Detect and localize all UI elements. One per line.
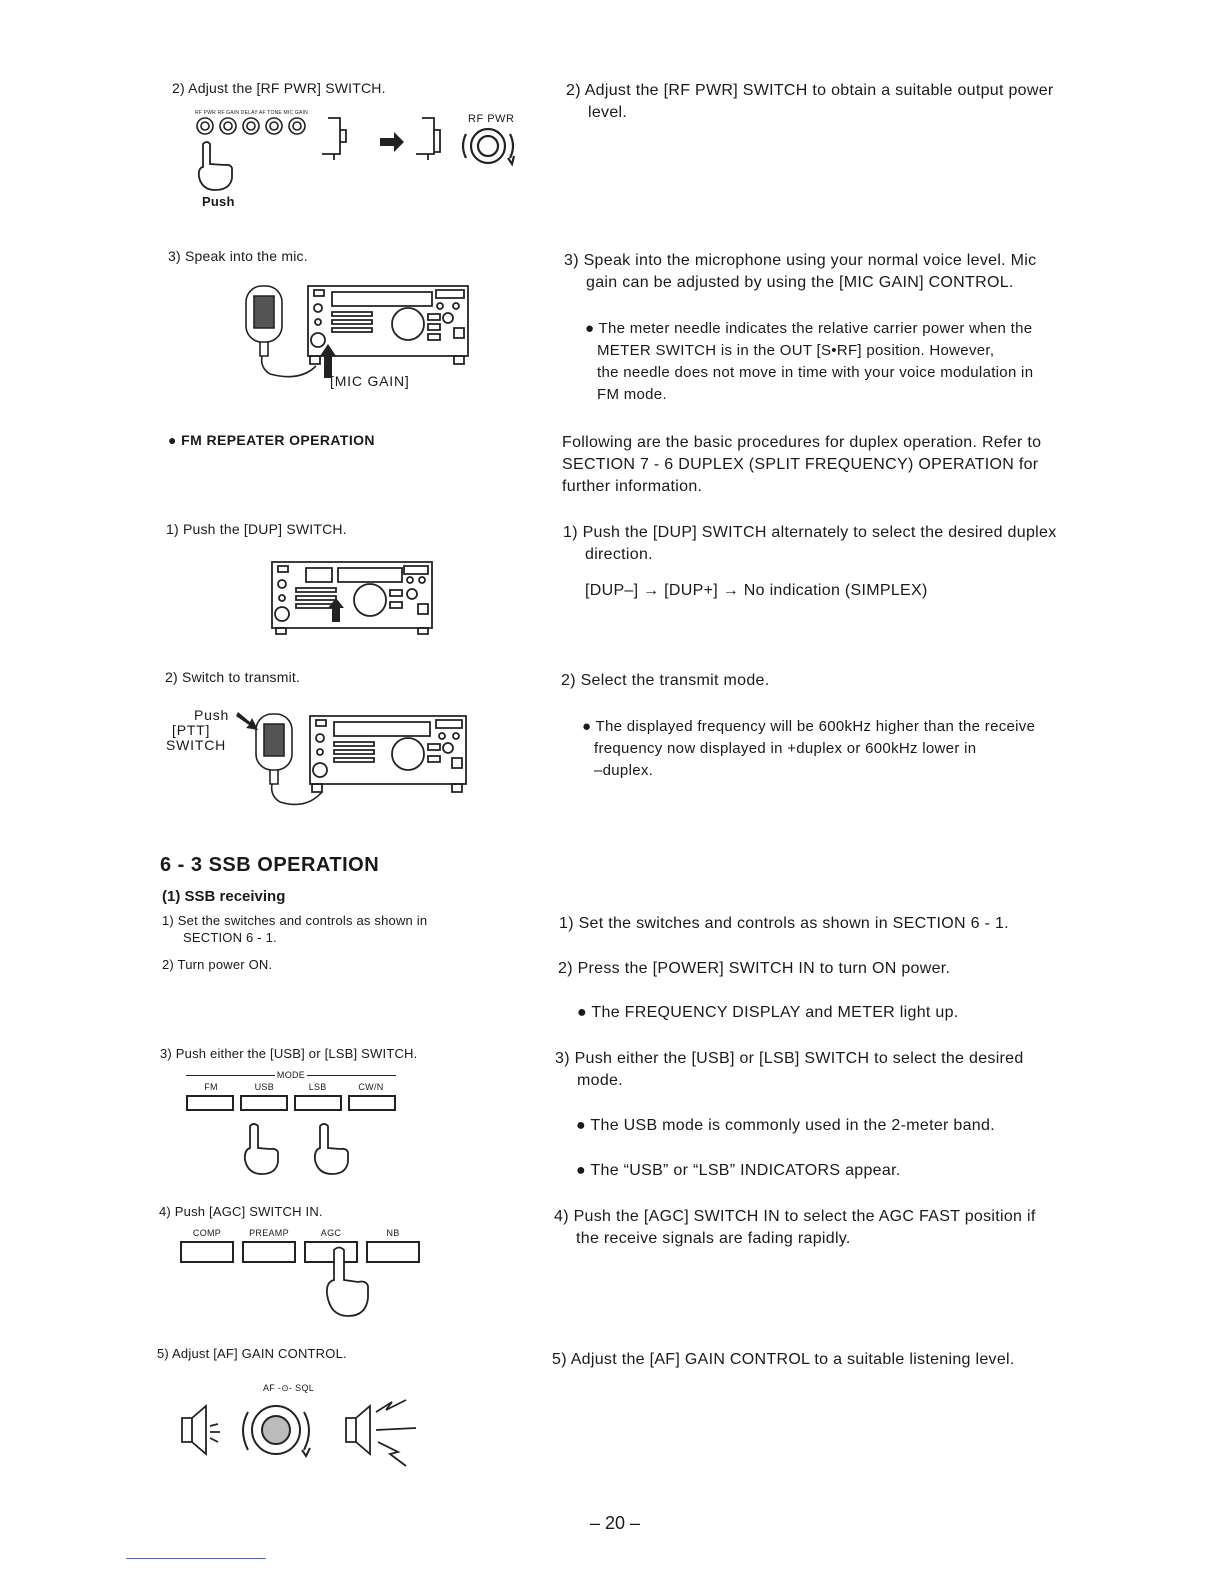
right-dup-line2: direction.: [585, 546, 653, 563]
right-ssb3-line1: 3) Push either the [USB] or [LSB] SWITCH to select the desired: [555, 1050, 1024, 1067]
mode-title: MODE: [276, 1070, 306, 1080]
step-mic: 3) Speak into the mic.: [168, 248, 308, 264]
tx-note-line2: frequency now displayed in +duplex or 600kHz lower in: [594, 740, 977, 757]
right-rf-pwr-block: [566, 80, 1096, 124]
fm-repeater-heading: ● FM REPEATER OPERATION: [168, 432, 375, 448]
agc-label-preamp: PREAMP: [249, 1228, 289, 1238]
right-ssb3-block: [555, 1048, 1085, 1092]
right-ssb2: 2) Press the [POWER] SWITCH IN to turn ON power.: [558, 960, 951, 977]
right-mic-line2: gain can be adjusted by using the [MIC GAIN] CONTROL.: [586, 274, 1014, 291]
panel-knobs: [197, 118, 305, 134]
ssb-step5: 5) Adjust [AF] GAIN CONTROL.: [157, 1346, 347, 1361]
right-ssb2-note: ● The FREQUENCY DISPLAY and METER light up.: [577, 1004, 959, 1021]
step-rf-pwr: 2) Adjust the [RF PWR] SWITCH.: [172, 80, 386, 96]
agc-label-nb: NB: [386, 1228, 400, 1238]
microphone-icon: [246, 286, 316, 377]
right-ssb5: 5) Adjust the [AF] GAIN CONTROL to a suitable listening level.: [552, 1351, 1015, 1368]
mode-group: [186, 1070, 396, 1111]
ssb-step3: 3) Push either the [USB] or [LSB] SWITCH.: [160, 1046, 418, 1061]
push-label: Push: [202, 194, 235, 209]
right-ssb3-note1: ● The USB mode is commonly used in the 2-meter band.: [576, 1117, 995, 1134]
meter-note-line1: ● The meter needle indicates the relative carrier power when the: [585, 320, 1033, 337]
duplex-intro-line1: Following are the basic procedures for duplex operation. Refer to: [562, 434, 1042, 451]
right-rf-line2: level.: [588, 104, 628, 121]
mode-label-cwn: CW/N: [358, 1082, 384, 1092]
right-dup-block: [563, 522, 1093, 566]
hand-icon: [315, 1124, 348, 1174]
mode-label-fm: FM: [204, 1082, 218, 1092]
right-mic-block: [564, 250, 1094, 294]
hand-agc-illustration: [320, 1246, 380, 1326]
tx-note-line3: –duplex.: [594, 762, 654, 779]
ssb-step1-line1: 1) Set the switches and controls as shown in: [162, 913, 428, 928]
right-ssb1: 1) Set the switches and controls as shown in SECTION 6 - 1.: [559, 915, 1009, 932]
ptt-label: [PTT]: [172, 722, 211, 738]
tx-note: [582, 716, 1092, 782]
arrow-right-icon: [380, 132, 404, 152]
meter-note-line4: FM mode.: [597, 386, 667, 403]
step-transmit: 2) Switch to transmit.: [165, 669, 301, 685]
arrow-down-right-icon: [236, 712, 258, 730]
sub-title: (1) SSB receiving: [162, 888, 286, 905]
mode-label-usb: USB: [254, 1082, 275, 1092]
meter-note-line2: METER SWITCH is in the OUT [S•RF] position. However,: [597, 342, 995, 359]
tx-note-line1: ● The displayed frequency will be 600kHz higher than the receive: [582, 718, 1036, 735]
duplex-intro-line3: further information.: [562, 478, 703, 495]
section-title: 6 - 3 SSB OPERATION: [160, 854, 380, 876]
hand-icon: [327, 1248, 368, 1317]
radio-body-dup: [272, 562, 432, 634]
duplex-sequence: [DUP–] → [DUP+] → No indication (SIMPLEX): [585, 582, 928, 599]
rf-panel-labels: RF PWR RF GAIN DELAY AF TONE MIC GAIN: [195, 110, 308, 116]
right-rf-line1: 2) Adjust the [RF PWR] SWITCH to obtain a suitable output power: [566, 82, 1054, 99]
footer-rule: [126, 1558, 266, 1559]
radio-ptt-illustration: [236, 706, 476, 816]
ptt-switch-label: SWITCH: [166, 737, 227, 753]
speaker-low-icon: [182, 1406, 220, 1454]
duplex-intro: [562, 432, 1092, 498]
mode-button-usb[interactable]: [240, 1095, 288, 1111]
rf-pwr-knob-icon: [463, 129, 514, 164]
mode-button-fm[interactable]: [186, 1095, 234, 1111]
meter-note-line3: the needle does not move in time with your voice modulation in: [597, 364, 1034, 381]
switch-icon: [322, 118, 346, 160]
meter-note: [585, 318, 1090, 406]
right-dup-line1: 1) Push the [DUP] SWITCH alternately to select the desired duplex: [563, 524, 1057, 541]
mode-label-lsb: LSB: [308, 1082, 327, 1092]
right-ssb4-line2: the receive signals are fading rapidly.: [576, 1230, 851, 1247]
af-gain-illustration: [176, 1394, 436, 1474]
page-number: – 20 –: [590, 1513, 641, 1533]
duplex-intro-line2: SECTION 7 - 6 DUPLEX (SPLIT FREQUENCY) OPERATION for: [562, 456, 1039, 473]
right-mic-line1: 3) Speak into the microphone using your normal voice level. Mic: [564, 252, 1037, 269]
agc-label-comp: COMP: [192, 1228, 222, 1238]
right-tx-step: 2) Select the transmit mode.: [561, 672, 770, 689]
ssb-step2: 2) Turn power ON.: [162, 957, 273, 972]
af-knob-icon: [243, 1406, 310, 1456]
right-ssb4-line1: 4) Push the [AGC] SWITCH IN to select the AGC FAST position if: [554, 1208, 1036, 1225]
right-ssb3-note2: ● The “USB” or “LSB” INDICATORS appear.: [576, 1162, 901, 1179]
radio-dup-illustration: [270, 558, 440, 638]
mode-button-cwn[interactable]: [348, 1095, 396, 1111]
hand-icon: [199, 142, 232, 190]
radio-body-ptt: [310, 716, 466, 792]
speaker-high-icon: [346, 1400, 416, 1466]
switch-icon-pressed: [416, 118, 440, 160]
preamp-button[interactable]: [242, 1241, 296, 1263]
radio-with-mic-illustration: [240, 278, 480, 388]
af-sql-label: AF -⊙- SQL: [263, 1383, 315, 1393]
hand-icon: [245, 1124, 278, 1174]
rf-pwr-illustration: [190, 112, 530, 212]
ssb-step4: 4) Push [AGC] SWITCH IN.: [159, 1204, 323, 1219]
right-ssb4-block: [554, 1206, 1084, 1250]
mode-button-lsb[interactable]: [294, 1095, 342, 1111]
right-ssb3-line2: mode.: [577, 1072, 623, 1089]
step-dup: 1) Push the [DUP] SWITCH.: [166, 521, 347, 537]
comp-button[interactable]: [180, 1241, 234, 1263]
agc-label-agc: AGC: [320, 1228, 342, 1238]
agc-group: [180, 1228, 420, 1263]
rf-pwr-knob-label: RF PWR: [468, 113, 515, 125]
hands-mode-illustration: [236, 1122, 366, 1182]
ssb-step1-line2: SECTION 6 - 1.: [183, 930, 277, 945]
ptt-push-label: Push: [194, 707, 230, 723]
arrow-up-icon: [328, 598, 344, 622]
mic-gain-label: [MIC GAIN]: [330, 373, 410, 389]
